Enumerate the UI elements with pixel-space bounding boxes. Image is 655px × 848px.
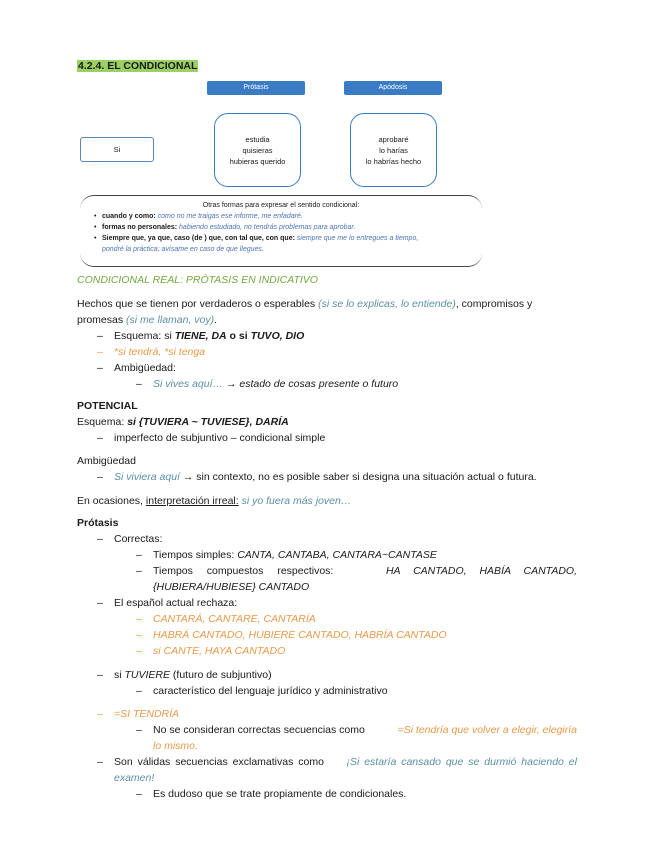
protasis-label: Prótasis [207, 81, 305, 95]
apodosis-box [350, 113, 437, 187]
protasis-correctas: – Correctas: [97, 533, 163, 545]
protasis-si-tendria: – =SI TENDRÍA [97, 708, 180, 720]
note-item: • formas no personales: habiendo estudiado, no tendrás problemas para aprobar. [94, 222, 468, 233]
protasis-rechaza: – El español actual rechaza: [97, 597, 238, 609]
real-incorrect: – *si tendrá, *si tenga [97, 346, 206, 358]
real-ambiguedad: – Ambigüedad: [97, 362, 176, 374]
real-intro-line-2: promesas (si me llaman, voy). [77, 314, 218, 326]
apodosis-line: lo habrías hecho [365, 156, 422, 166]
protasis-exclam-note: – Es dudoso que se trate propiamente de condicionales. [136, 788, 407, 800]
protasis-tuviere: – si TUVIERE (futuro de subjuntivo) [97, 669, 272, 681]
apodosis-line: lo harías [379, 145, 408, 155]
real-heading: CONDICIONAL REAL: PRÓTASIS EN INDICATIVO [77, 274, 318, 286]
protasis-line: estudia [245, 134, 270, 144]
note-title: Otras formas para expresar el sentido condicional: [202, 202, 360, 209]
note-item: • cuando y como: como no me traigas ese informe, me enfadaré. [94, 211, 468, 222]
protasis-line: hubieras querido [229, 156, 286, 166]
potencial-esquema: Esquema: si {TUVIERA ~ TUVIESE}, DARÍA [77, 416, 289, 428]
protasis-tendria-note: – No se consideran correctas secuencias como =Si tendría que volver a elegir, elegiría [136, 724, 577, 736]
protasis-tuviere-note: – característico del lenguaje jurídico y administrativo [136, 685, 388, 697]
protasis-exclamativas: – Son válidas secuencias exclamativas como ¡Si estaría cansado que se durmió haciendo el [97, 756, 577, 768]
real-intro-line-1: Hechos que se tienen por verdaderos o esperables (si se lo explicas, lo entiende), compromisos y [77, 298, 533, 310]
apodosis-line: aprobaré [378, 134, 409, 144]
section-title: 4.2.4. EL CONDICIONAL [78, 60, 198, 72]
real-amb-example: – Si vives aquí… → estado de cosas presente o futuro [136, 378, 399, 390]
real-esquema: – Esquema: si TIENE, DA o si TUVO, DIO [97, 330, 305, 342]
potencial-tense: – imperfecto de subjuntivo – condicional simple [97, 432, 326, 444]
potencial-irreal: En ocasiones, interpretación irreal: si yo fuera más joven… [77, 495, 352, 507]
protasis-compuestos-cont: {HUBIERA/HUBIESE} CANTADO [153, 581, 310, 593]
potencial-amb-example: – Si viviera aquí → sin contexto, no es posible saber si designa una situación actual o futura. [97, 471, 537, 483]
rechaza-item: – si CANTE, HAYA CANTADO [136, 645, 286, 657]
note-item: • Siempre que, ya que, caso (de ) que, con tal que, con que: siempre que me lo entregues a tiempo, [94, 233, 468, 244]
si-box: Si [80, 137, 154, 162]
protasis-compuestos: – Tiempos compuestos respectivos: HA CANTADO, HABÍA CANTADO, [136, 565, 577, 577]
protasis-simples: – Tiempos simples: CANTA, CANTABA, CANTARA~CANTASE [136, 549, 437, 561]
note-item-continued: pondré la práctica; avísame en caso de que llegues. [102, 246, 264, 253]
protasis-heading: Prótasis [77, 517, 119, 529]
protasis-line: quisieras [242, 145, 273, 155]
protasis-box [214, 113, 301, 187]
other-forms-note [80, 195, 482, 267]
rechaza-item: – CANTARÁ, CANTARE, CANTARÍA [136, 613, 316, 625]
protasis-tendria-cont: lo mismo. [153, 740, 198, 752]
protasis-exclamativas-cont: examen! [114, 772, 155, 784]
rechaza-item: – HABRÁ CANTADO, HUBIERE CANTADO, HABRÍA CANTADO [136, 629, 447, 641]
potencial-ambiguedad: Ambigüedad [77, 455, 136, 467]
potencial-heading: POTENCIAL [77, 400, 138, 412]
apodosis-label: Apódosis [344, 81, 442, 95]
